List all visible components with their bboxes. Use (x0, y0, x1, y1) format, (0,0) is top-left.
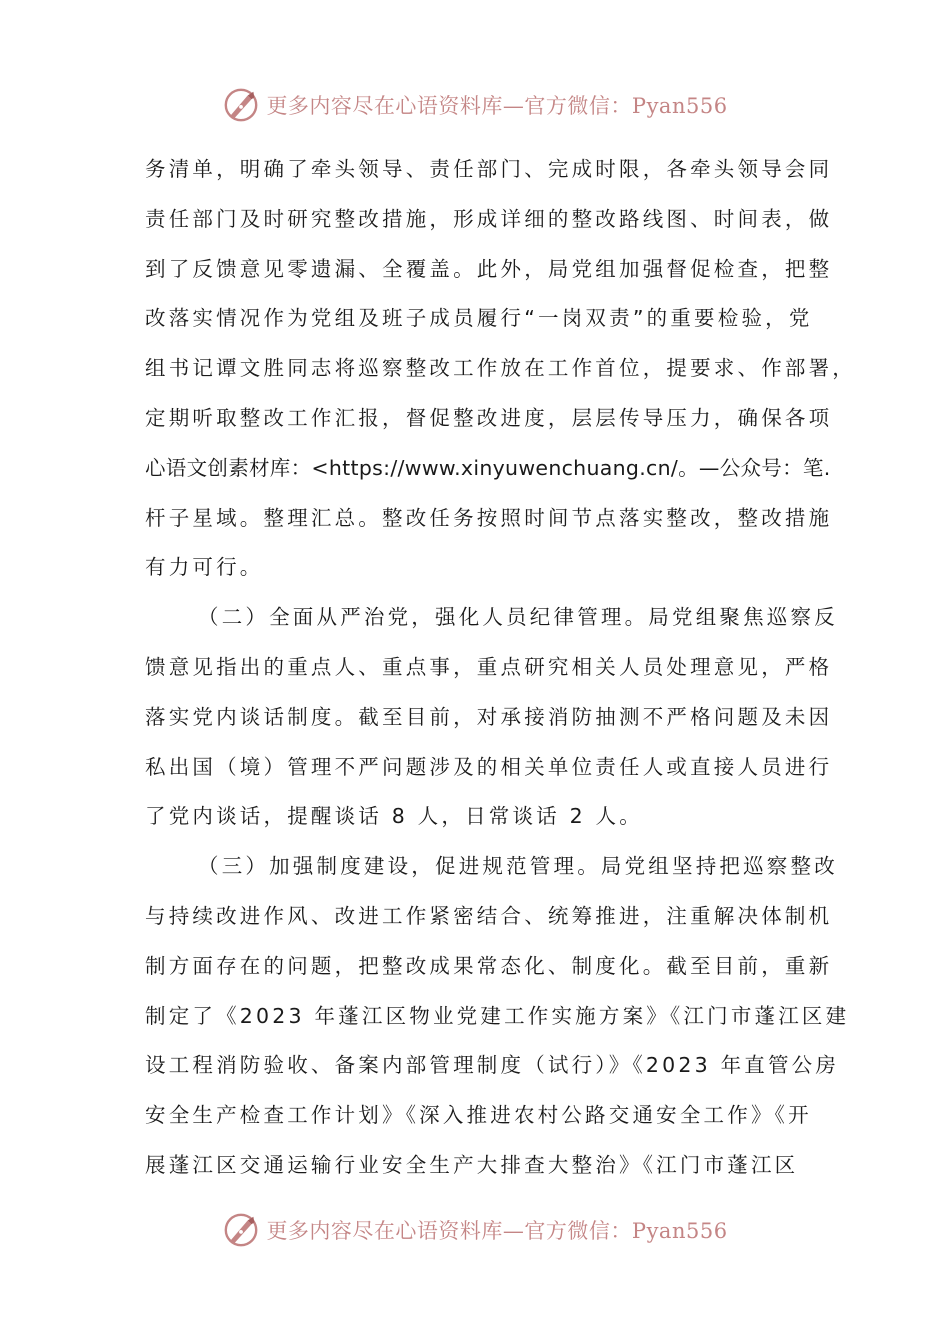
text-line: 杆子星域。整理汇总。整改任务按照时间节点落实整改，整改措施 (145, 505, 833, 530)
text-line: 务清单，明确了牵头领导、责任部门、完成时限，各牵头领导会同 (145, 157, 833, 181)
text-line: 到了反馈意见零遗漏、全覆盖。此外，局党组加强督促检查，把整 (145, 256, 833, 281)
text-line: 制方面存在的问题，把整改成果常态化、制度化。截至目前，重新 (145, 953, 833, 978)
pen-nib-logo-icon (222, 86, 260, 124)
paragraph-heading-3: （三）加强制度建设，促进规范管理。局党组坚持把巡察整改 (198, 854, 838, 879)
text-line: 组书记谭文胜同志将巡察整改工作放在工作首位，提要求、作部署， (145, 356, 856, 381)
text-line: 设工程消防验收、备案内部管理制度（试行）》《2023 年直管公房 (145, 1053, 840, 1078)
text-line: 安全生产检查工作计划》《深入推进农村公路交通安全工作》《开 (145, 1103, 812, 1128)
text-line: 了党内谈话，提醒谈话 8 人，日常谈话 2 人。 (145, 804, 643, 829)
text-line: 馈意见指出的重点人、重点事，重点研究相关人员处理意见，严格 (145, 654, 833, 679)
text-line: 落实党内谈话制度。截至目前，对承接消防抽测不严格问题及未因 (145, 704, 833, 729)
document-body (145, 145, 856, 1191)
footer-banner (0, 1205, 950, 1255)
text-line: 有力可行。 (145, 555, 264, 580)
paragraph-heading-2: （二）全面从严治党，强化人员纪律管理。局党组聚焦巡察反 (198, 605, 838, 630)
footer-text: 更多内容尽在心语资料库—官方微信：Pyan556 (266, 1219, 728, 1243)
text-line: 定期听取整改工作汇报，督促整改进度，层层传导压力，确保各项 (145, 405, 833, 430)
header-banner (0, 80, 950, 130)
text-line: 展蓬江区交通运输行业安全生产大排查大整治》《江门市蓬江区 (145, 1152, 799, 1177)
text-line-url: 心语文创素材库：<https://www.xinyuwenchuang.cn/。—公众号：笔. (145, 455, 831, 480)
text-line: 与持续改进作风、改进工作紧密结合、统筹推进，注重解决体制机 (145, 903, 833, 928)
text-line: 私出国（境）管理不严问题涉及的相关单位责任人或直接人员进行 (145, 754, 833, 779)
text-line: 制定了《2023 年蓬江区物业党建工作实施方案》《江门市蓬江区建 (145, 1003, 850, 1028)
text-line: 责任部门及时研究整改措施，形成详细的整改路线图、时间表，做 (145, 206, 833, 231)
pen-nib-logo-icon (222, 1211, 260, 1249)
header-text: 更多内容尽在心语资料库—官方微信：Pyan556 (266, 94, 728, 118)
text-line: 改落实情况作为党组及班子成员履行“一岗双责”的重要检验，党 (145, 306, 813, 331)
